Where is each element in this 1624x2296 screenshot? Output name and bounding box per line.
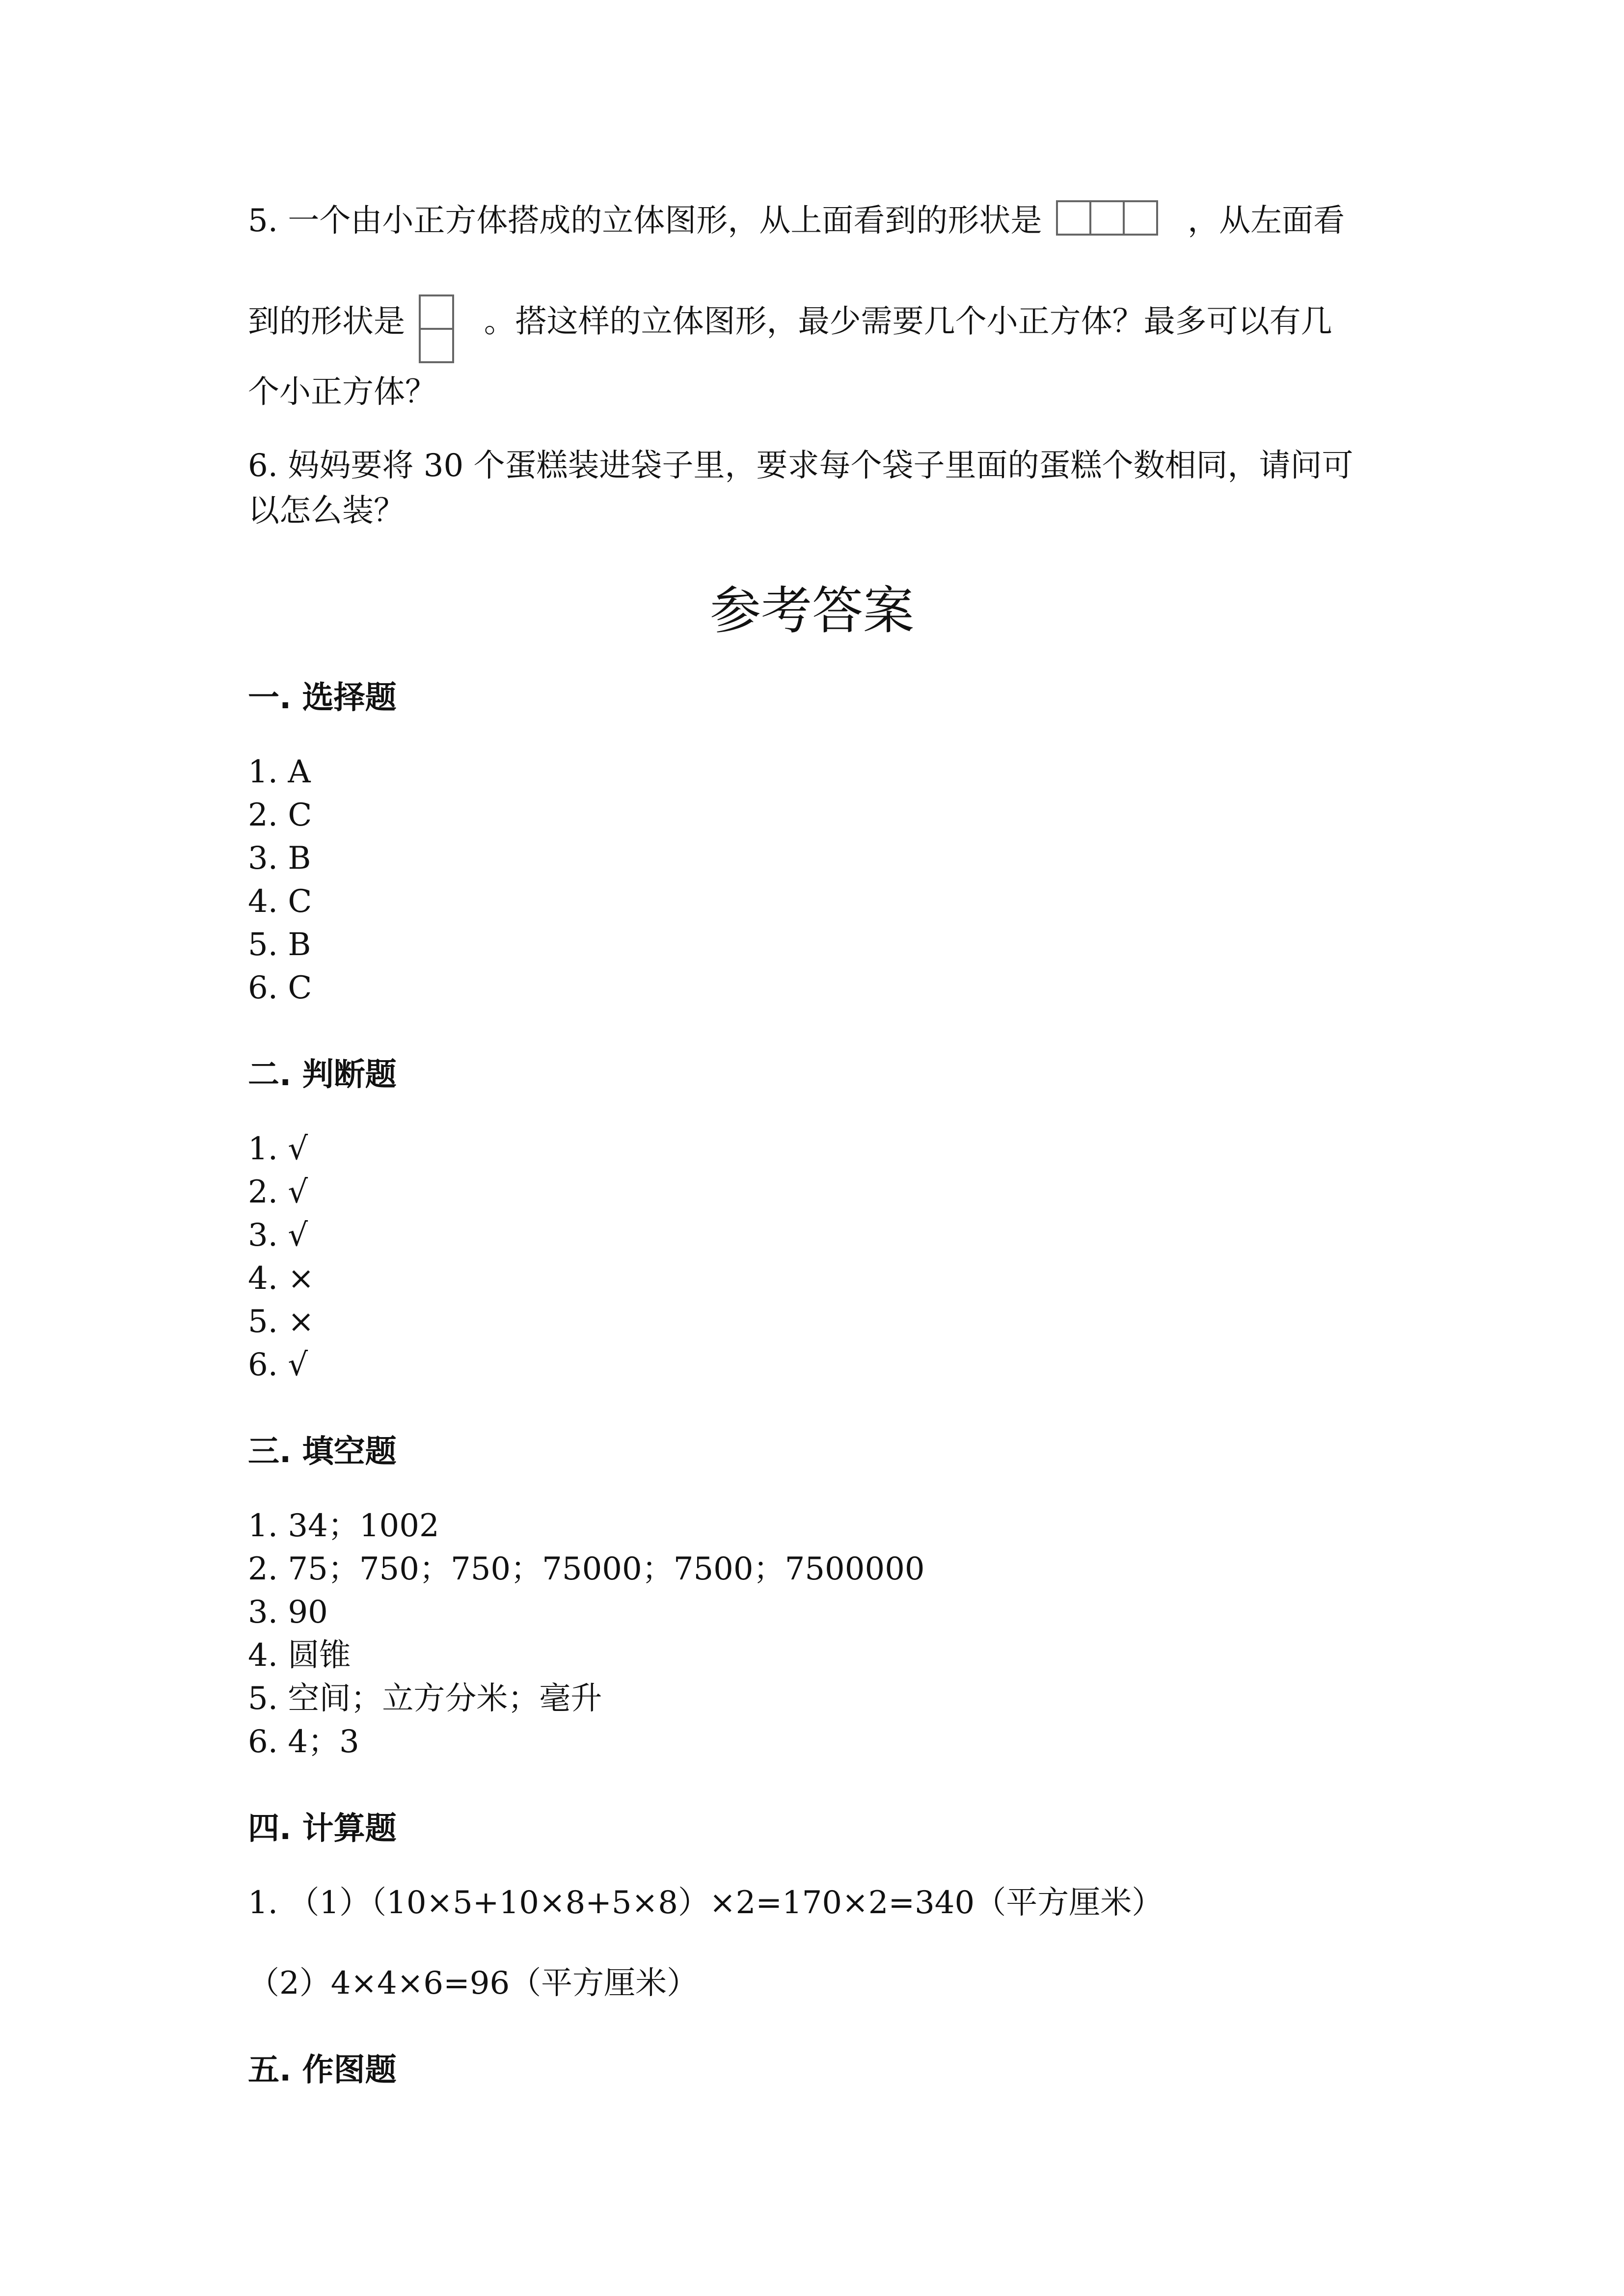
answers-title: 参考答案 bbox=[709, 581, 914, 641]
q6-text-line2: 以怎么装？ bbox=[248, 493, 405, 529]
q5-text-part2: ，从左面看 bbox=[1188, 203, 1345, 240]
list-item: 2. 75；750；750；75000；7500；7500000 bbox=[248, 1551, 925, 1587]
list-item: 2. C bbox=[248, 797, 312, 833]
list-item: 1. （1）（10×5+10×8+5×8）×2=170×2=340（平方厘米） bbox=[248, 1885, 1164, 1921]
list-item: （2）4×4×6=96（平方厘米） bbox=[248, 1965, 699, 2002]
list-item: 4. 圆锥 bbox=[248, 1637, 351, 1674]
list-item: 6. C bbox=[248, 970, 312, 1006]
list-item: 1. A bbox=[248, 754, 311, 790]
list-item: 3. 90 bbox=[248, 1594, 328, 1630]
list-item: 1. 34；1002 bbox=[248, 1508, 439, 1544]
section-heading-judgement: 二. 判断题 bbox=[248, 1057, 397, 1093]
section-heading-choice: 一. 选择题 bbox=[248, 680, 397, 716]
list-item: 5. B bbox=[248, 927, 311, 963]
question-6-line2 bbox=[248, 491, 405, 532]
q5-text-part3: 到的形状是 bbox=[248, 303, 405, 340]
left-view-figure bbox=[419, 294, 454, 363]
question-5-line2 bbox=[248, 290, 1332, 358]
q6-text-line1: 6. 妈妈要将 30 个蛋糕装进袋子里，要求每个袋子里面的蛋糕个数相同，请问可 bbox=[248, 448, 1353, 484]
list-item: 5. × bbox=[248, 1304, 315, 1340]
section-heading-calculation: 四. 计算题 bbox=[248, 1811, 397, 1847]
top-view-figure bbox=[1056, 200, 1158, 246]
list-item: 2. √ bbox=[248, 1174, 308, 1210]
list-item: 4. C bbox=[248, 883, 312, 920]
q5-text-part1: 5. 一个由小正方体搭成的立体图形，从上面看到的形状是 bbox=[248, 203, 1042, 240]
question-6-line1 bbox=[248, 446, 1353, 486]
section-heading-fill-blank: 三. 填空题 bbox=[248, 1434, 397, 1470]
list-item: 3. B bbox=[248, 840, 311, 877]
question-5-line3 bbox=[248, 372, 436, 413]
list-item: 3. √ bbox=[248, 1217, 308, 1254]
list-item: 6. √ bbox=[248, 1347, 308, 1383]
list-item: 5. 空间；立方分米；毫升 bbox=[248, 1681, 602, 1717]
q5-text-part5: 个小正方体？ bbox=[248, 374, 436, 410]
list-item: 6. 4；3 bbox=[248, 1724, 359, 1760]
section-heading-drawing: 五. 作图题 bbox=[248, 2052, 397, 2088]
question-5-line1 bbox=[248, 200, 1345, 246]
list-item: 4. × bbox=[248, 1260, 315, 1297]
q5-text-part4: 。搭这样的立体图形，最少需要几个小正方体？最多可以有几 bbox=[484, 303, 1332, 340]
list-item: 1. √ bbox=[248, 1131, 308, 1167]
